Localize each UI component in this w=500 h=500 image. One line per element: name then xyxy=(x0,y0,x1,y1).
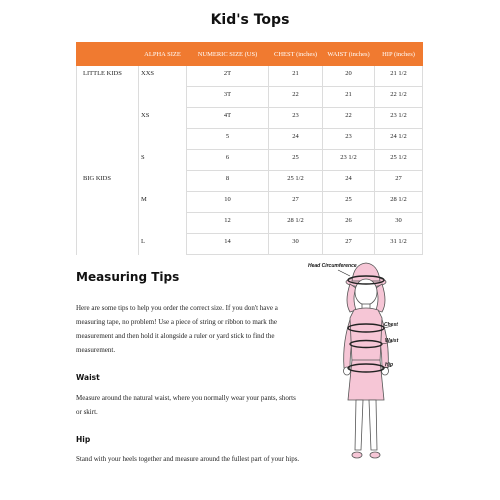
hip-cell: 30 xyxy=(375,213,423,234)
hip-heading: Hip xyxy=(76,435,91,444)
group-cell xyxy=(77,192,139,213)
numeric-size-cell: 4T xyxy=(187,108,269,129)
page-title: Kid's Tops xyxy=(210,12,290,28)
numeric-size-cell: 10 xyxy=(187,192,269,213)
header-cell: ALPHA SIZE xyxy=(139,43,187,66)
waist-cell: 26 xyxy=(323,213,375,234)
group-cell: LITTLE KIDS xyxy=(77,66,139,87)
header-cell: CHEST (inches) xyxy=(269,43,323,66)
alpha-size-cell xyxy=(139,87,187,108)
measuring-tips-title: Measuring Tips xyxy=(76,270,180,284)
table-header-row xyxy=(77,43,423,66)
group-cell xyxy=(77,129,139,150)
table-row xyxy=(77,129,423,150)
waist-cell: 20 xyxy=(323,66,375,87)
header-cell: NUMERIC SIZE (US) xyxy=(187,43,269,66)
alpha-size-cell xyxy=(139,171,187,192)
chest-label: Chest xyxy=(384,322,398,328)
tips-intro: Here are some tips to help you order the correct size. If you don't have a measuring tape, no problem! Use a piece of string or ribbon to mark the measurement and then hold it alongside a ruler or yard stick to find the measurement. xyxy=(76,304,278,354)
hip-cell: 24 1/2 xyxy=(375,129,423,150)
chest-cell: 21 xyxy=(269,66,323,87)
alpha-size-cell: M xyxy=(139,192,187,213)
chest-cell: 25 xyxy=(269,150,323,171)
waist-cell: 25 xyxy=(323,192,375,213)
group-cell xyxy=(77,234,139,255)
hip-cell: 22 1/2 xyxy=(375,87,423,108)
table-row xyxy=(77,87,423,108)
group-cell xyxy=(77,108,139,129)
chest-cell: 23 xyxy=(269,108,323,129)
header-cell: HIP (inches) xyxy=(375,43,423,66)
hip-cell: 31 1/2 xyxy=(375,234,423,255)
table-row xyxy=(77,150,423,171)
hip-label: Hip xyxy=(385,362,394,368)
group-cell xyxy=(77,150,139,171)
chest-cell: 25 1/2 xyxy=(269,171,323,192)
table-row xyxy=(77,192,423,213)
table-row xyxy=(77,213,423,234)
hip-cell: 25 1/2 xyxy=(375,150,423,171)
waist-cell: 21 xyxy=(323,87,375,108)
numeric-size-cell: 2T xyxy=(187,66,269,87)
chest-cell: 27 xyxy=(269,192,323,213)
hip-cell: 27 xyxy=(375,171,423,192)
chest-cell: 22 xyxy=(269,87,323,108)
table-row xyxy=(77,171,423,192)
measuring-figure-illustration xyxy=(300,250,420,472)
child-figure xyxy=(344,263,389,458)
group-cell: BIG KIDS xyxy=(77,171,139,192)
alpha-size-cell: XS xyxy=(139,108,187,129)
chest-cell: 30 xyxy=(269,234,323,255)
hip-instructions: Stand with your heels together and measure around the fullest part of your hips. xyxy=(76,455,300,463)
table-row xyxy=(77,66,423,87)
size-chart-table xyxy=(76,42,423,255)
waist-cell: 22 xyxy=(323,108,375,129)
numeric-size-cell: 8 xyxy=(187,171,269,192)
numeric-size-cell: 14 xyxy=(187,234,269,255)
waist-label: Waist xyxy=(385,338,399,344)
hip-cell: 21 1/2 xyxy=(375,66,423,87)
alpha-size-cell: L xyxy=(139,234,187,255)
hip-cell: 28 1/2 xyxy=(375,192,423,213)
waist-heading: Waist xyxy=(76,373,100,382)
table-row xyxy=(77,108,423,129)
header-cell: WAIST (inches) xyxy=(323,43,375,66)
alpha-size-cell: S xyxy=(139,150,187,171)
group-cell xyxy=(77,213,139,234)
waist-instructions: Measure around the natural waist, where you normally wear your pants, shorts or skirt. xyxy=(76,394,296,416)
chest-cell: 24 xyxy=(269,129,323,150)
waist-cell: 23 1/2 xyxy=(323,150,375,171)
group-cell xyxy=(77,87,139,108)
head-circumference-label: Head Circumference xyxy=(308,263,357,269)
alpha-size-cell: XXS xyxy=(139,66,187,87)
numeric-size-cell: 12 xyxy=(187,213,269,234)
header-cell xyxy=(77,43,139,66)
hip-cell: 23 1/2 xyxy=(375,108,423,129)
alpha-size-cell xyxy=(139,129,187,150)
alpha-size-cell xyxy=(139,213,187,234)
waist-cell: 23 xyxy=(323,129,375,150)
waist-cell: 27 xyxy=(323,234,375,255)
waist-cell: 24 xyxy=(323,171,375,192)
numeric-size-cell: 3T xyxy=(187,87,269,108)
chest-cell: 28 1/2 xyxy=(269,213,323,234)
numeric-size-cell: 6 xyxy=(187,150,269,171)
numeric-size-cell: 5 xyxy=(187,129,269,150)
